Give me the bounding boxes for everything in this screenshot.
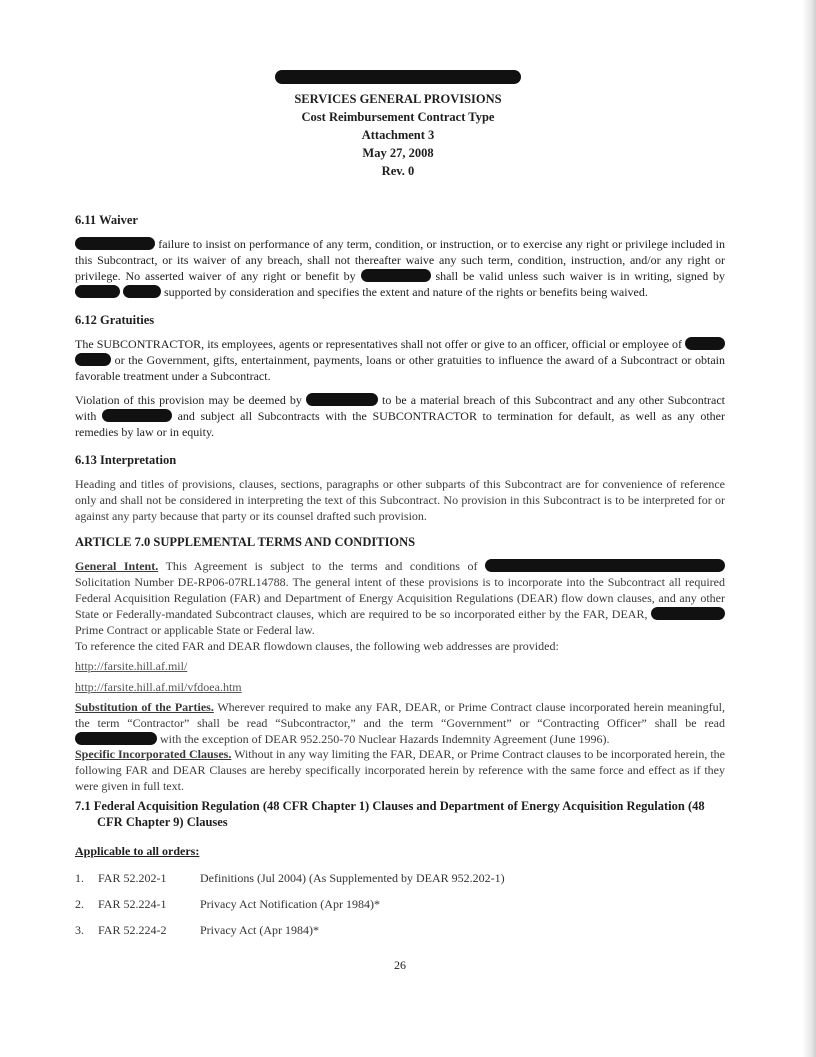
section-6-11-heading: 6.11 Waiver	[75, 213, 138, 227]
section-6-13-heading: 6.13 Interpretation	[75, 453, 177, 467]
applicable-row	[75, 843, 725, 859]
link-row-1	[75, 658, 725, 674]
redaction-mark	[102, 409, 172, 422]
section-6-12-paragraph-1: The SUBCONTRACTOR, its employees, agents or representatives shall not offer or give to an officer, official or employee of or the Government, gifts, entertainment, payments, loans or other gratuities to influence the award of a Subcontract or obtain favorable treatment under a Subcontract.	[75, 337, 725, 383]
doc-subtitle: Cost Reimbursement Contract Type	[301, 110, 495, 124]
specific-clauses-paragraph: Specific Incorporated Clauses. Without in any way limiting the FAR, DEAR, or Prime Contract clauses to be incorporated herein, the following FAR and DEAR Clauses are hereby specifically incorporated herein by reference with the same force and effect as if they were given in full text.	[75, 747, 725, 793]
general-intent-paragraph: General Intent. This Agreement is subject to the terms and conditions of Solicitation Number DE-RP06-07RL14788. The general intent of these provisions is to incorporate into the Subcontract all required Federal Acquisition Regulation (FAR) and Department of Energy Acquisition Regulations (DEAR) flow down clauses, and any other State or Federally-mandated Subcontract clauses, which are required to be so incorporated either by the FAR, DEAR, Prime Contract or applicable State or Federal law.	[75, 559, 725, 637]
section-7-1-heading: 7.1 Federal Acquisition Regulation (48 CFR Chapter 1) Clauses and Department of Energy Acquisition Regulation (48 CFR Chapter 9) Clauses	[75, 799, 705, 829]
farsite-doe-link[interactable]: http://farsite.hill.af.mil/vfdoea.htm	[75, 680, 242, 694]
article-7-heading: ARTICLE 7.0 SUPPLEMENTAL TERMS AND CONDITIONS	[75, 535, 416, 549]
redaction-mark	[75, 237, 155, 250]
page-number: 26	[394, 958, 406, 972]
doc-title: SERVICES GENERAL PROVISIONS	[294, 92, 502, 106]
redaction-mark	[361, 269, 431, 282]
redaction-mark	[275, 70, 521, 84]
farsite-link[interactable]: http://farsite.hill.af.mil/	[75, 659, 188, 673]
redaction-mark	[75, 285, 120, 298]
doc-attachment: Attachment 3	[361, 128, 435, 142]
substitution-label: Substitution of the Parties.	[75, 700, 214, 714]
link-row-2	[75, 679, 725, 695]
substitution-paragraph: Substitution of the Parties. Wherever required to make any FAR, DEAR, or Prime Contract clause incorporated herein meaningful, the term “Contractor” shall be read “Subcontractor,” and the term “Government” or “Contracting Officer” shall be read with the exception of DEAR 952.250-70 Nuclear Hazards Indemnity Agreement (June 1996).	[75, 700, 726, 746]
redaction-mark	[123, 285, 161, 298]
applicable-label: Applicable to all orders:	[75, 844, 200, 858]
redaction-mark	[651, 607, 725, 620]
redaction-mark	[306, 393, 378, 406]
section-6-12-heading: 6.12 Gratuities	[75, 313, 155, 327]
doc-revision: Rev. 0	[381, 164, 415, 178]
document-header	[0, 70, 796, 180]
redaction-mark	[485, 559, 725, 572]
specific-clauses-label: Specific Incorporated Clauses.	[75, 747, 232, 761]
section-6-11-paragraph: failure to insist on performance of any term, condition, or instruction, or to exercise any right or privilege included in this Subcontract, or its waiver of any breach, shall not thereafter waive any such term, condition, instruction, and/or any right or privilege. No asserted waiver of any right or benefit by shall be valid unless such waiver is in writing, signed by supported by consideration and specifies the extent and nature of the rights or benefits being waived.	[75, 237, 726, 299]
reference-text: To reference the cited FAR and DEAR flowdown clauses, the following web addresses are provided:	[75, 639, 559, 653]
general-intent-label: General Intent.	[75, 559, 159, 573]
doc-date: May 27, 2008	[362, 146, 434, 160]
redaction-mark	[75, 353, 111, 366]
section-6-12-paragraph-2: Violation of this provision may be deemed by to be a material breach of this Subcontract and any other Subcontract with and subject all Subcontracts with the SUBCONTRACTOR to termination for default, as well as any other remedies by law or in equity.	[75, 393, 726, 439]
page-edge-shadow	[802, 0, 816, 1057]
section-6-13-paragraph: Heading and titles of provisions, clauses, sections, paragraphs or other subparts of this Subcontract are for convenience of reference only and shall not be considered in interpreting the text of this Subcontract. No provision in this Subcontract is to be interpreted for or against any party because that party or its counsel drafted such provision.	[75, 477, 725, 523]
redaction-mark	[75, 732, 157, 745]
redaction-mark	[685, 337, 725, 350]
